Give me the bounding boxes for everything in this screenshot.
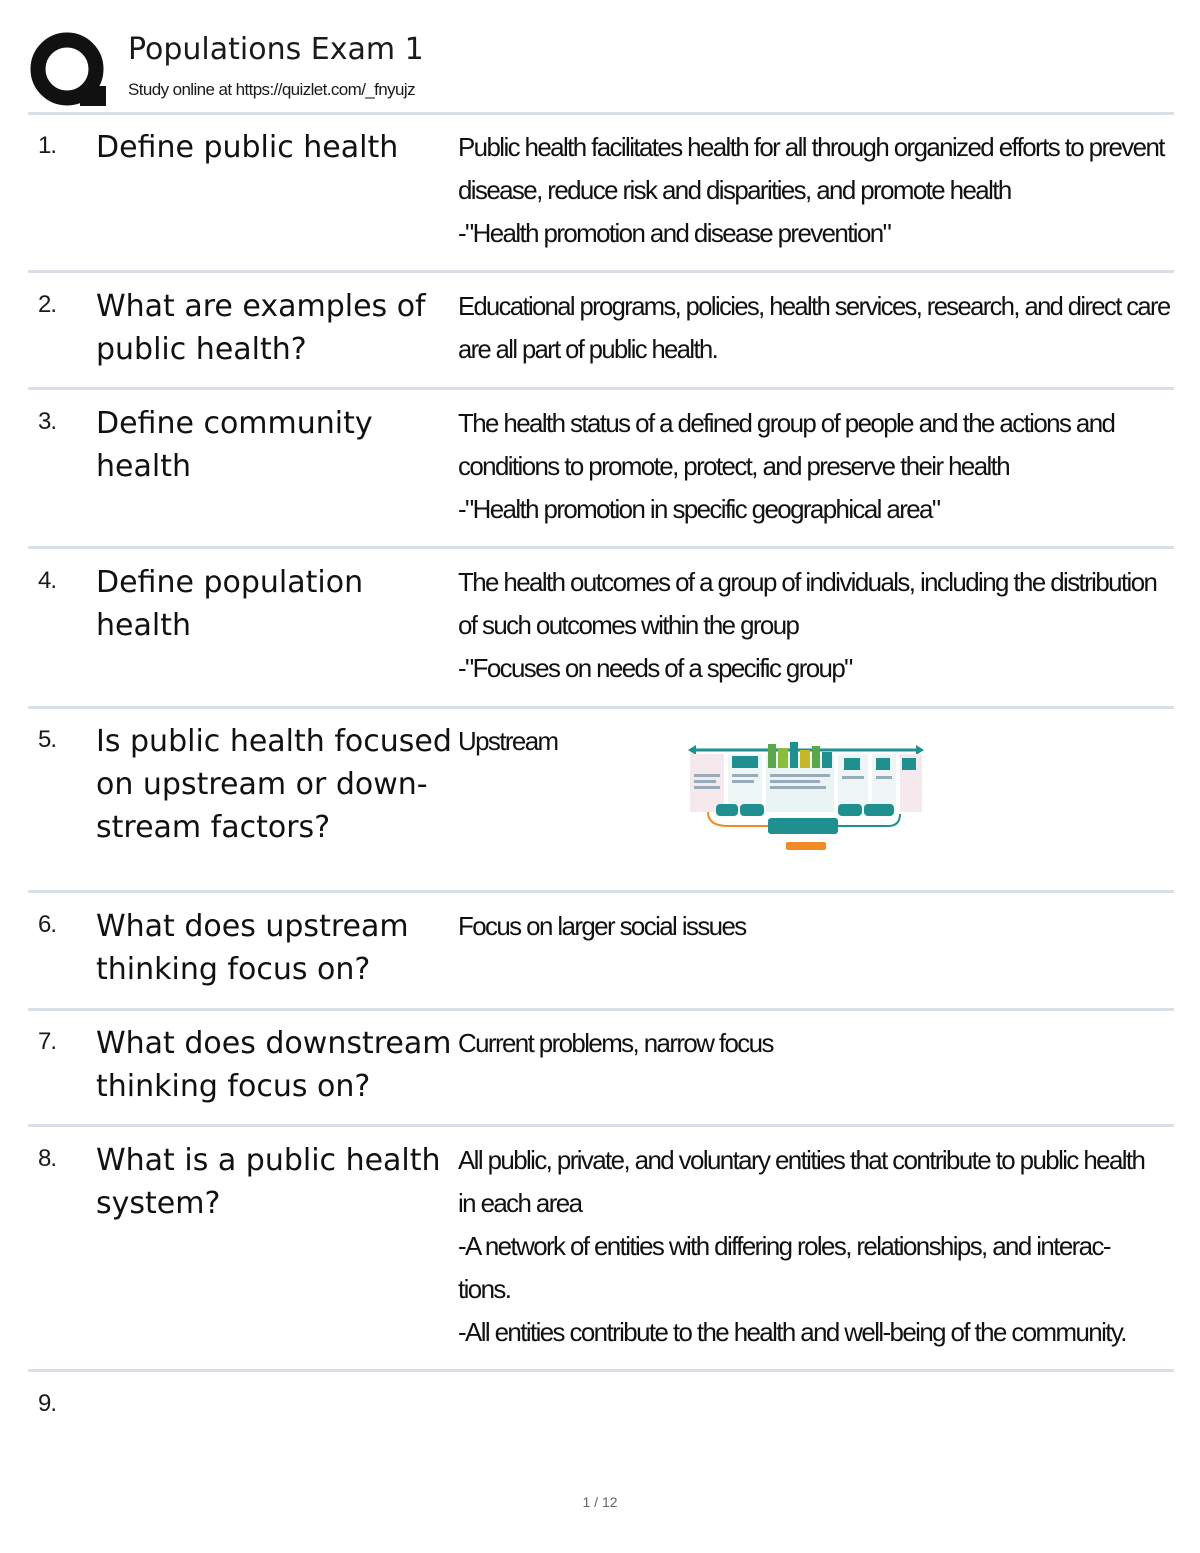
definition-line: -"Health promotion in specific geographical area" xyxy=(458,494,940,524)
definition-line: Current problems, narrow focus xyxy=(458,1028,773,1058)
card-row xyxy=(28,720,1174,888)
divider xyxy=(28,387,1174,390)
divider xyxy=(28,890,1174,893)
definition-line: in each area xyxy=(458,1188,582,1218)
card-row xyxy=(28,126,1174,270)
card-term: What does upstream thinking focus on? xyxy=(96,909,409,987)
definition-line: are all part of public health. xyxy=(458,334,718,364)
definition-line: The health outcomes of a group of individuals, including the distribution xyxy=(458,567,1157,597)
card-term: What is a public health system? xyxy=(96,1143,441,1221)
card-number: 4. xyxy=(38,567,57,594)
card-term: What does downstream thinking focus on? xyxy=(96,1026,452,1104)
card-term: Define population health xyxy=(96,565,364,643)
card-row xyxy=(28,1139,1174,1367)
page-title: Populations Exam 1 xyxy=(128,32,424,67)
card-number: 6. xyxy=(38,911,57,938)
card-definition xyxy=(458,402,1170,531)
card-number: 9. xyxy=(38,1390,57,1417)
card-definition xyxy=(458,285,1170,371)
card-row xyxy=(28,1022,1174,1122)
definition-line: Upstream xyxy=(458,726,558,756)
definition-line: of such outcomes within the group xyxy=(458,610,799,640)
page-number: 1 / 12 xyxy=(582,1494,618,1510)
card-row xyxy=(28,561,1174,703)
page-header xyxy=(30,28,1175,112)
definition-line: disease, reduce risk and disparities, and promote health xyxy=(458,175,1011,205)
card-definition xyxy=(458,905,1170,948)
divider xyxy=(28,1124,1174,1127)
card-number: 5. xyxy=(38,726,57,753)
definition-line: All public, private, and voluntary entities that contribute to public health xyxy=(458,1145,1145,1175)
quizlet-logo-icon xyxy=(30,32,110,112)
divider xyxy=(28,546,1174,549)
definition-line: -"Health promotion and disease prevention" xyxy=(458,218,891,248)
divider xyxy=(28,1008,1174,1011)
card-row xyxy=(28,1384,1174,1464)
divider xyxy=(28,112,1174,115)
card-row xyxy=(28,905,1174,1005)
divider xyxy=(28,270,1174,273)
definition-line: -All entities contribute to the health and well-being of the community. xyxy=(458,1317,1126,1347)
card-number: 8. xyxy=(38,1145,57,1172)
definition-line: tions. xyxy=(458,1274,511,1304)
card-definition xyxy=(458,1139,1170,1354)
card-number: 7. xyxy=(38,1028,57,1055)
definition-line: The health status of a defined group of people and the actions and xyxy=(458,408,1115,438)
upstream-downstream-diagram-icon xyxy=(688,742,924,854)
card-number: 2. xyxy=(38,291,57,318)
definition-line: -"Focuses on needs of a specific group" xyxy=(458,653,852,683)
study-online-link[interactable]: Study online at https://quizlet.com/_fnyujz xyxy=(128,80,415,99)
card-definition xyxy=(458,1022,1170,1065)
definition-line: Focus on larger social issues xyxy=(458,911,746,941)
card-row xyxy=(28,285,1174,385)
card-definition xyxy=(458,126,1170,255)
definition-line: Educational programs, policies, health services, research, and direct care xyxy=(458,291,1170,321)
definition-line: Public health facilitates health for all through organized efforts to prevent xyxy=(458,132,1164,162)
divider xyxy=(28,1369,1174,1372)
card-number: 1. xyxy=(38,132,57,159)
card-term: What are examples of public health? xyxy=(96,289,426,367)
definition-line: conditions to promote, protect, and preserve their health xyxy=(458,451,1010,481)
definition-line: -A network of entities with differing roles, relationships, and interac- xyxy=(458,1231,1110,1261)
card-row xyxy=(28,402,1174,544)
card-term: Define community health xyxy=(96,406,373,484)
divider xyxy=(28,706,1174,709)
card-term: Is public health focused on upstream or down-stream factors? xyxy=(96,724,452,845)
card-definition xyxy=(458,561,1170,690)
card-number: 3. xyxy=(38,408,57,435)
card-term: Define public health xyxy=(96,130,399,165)
